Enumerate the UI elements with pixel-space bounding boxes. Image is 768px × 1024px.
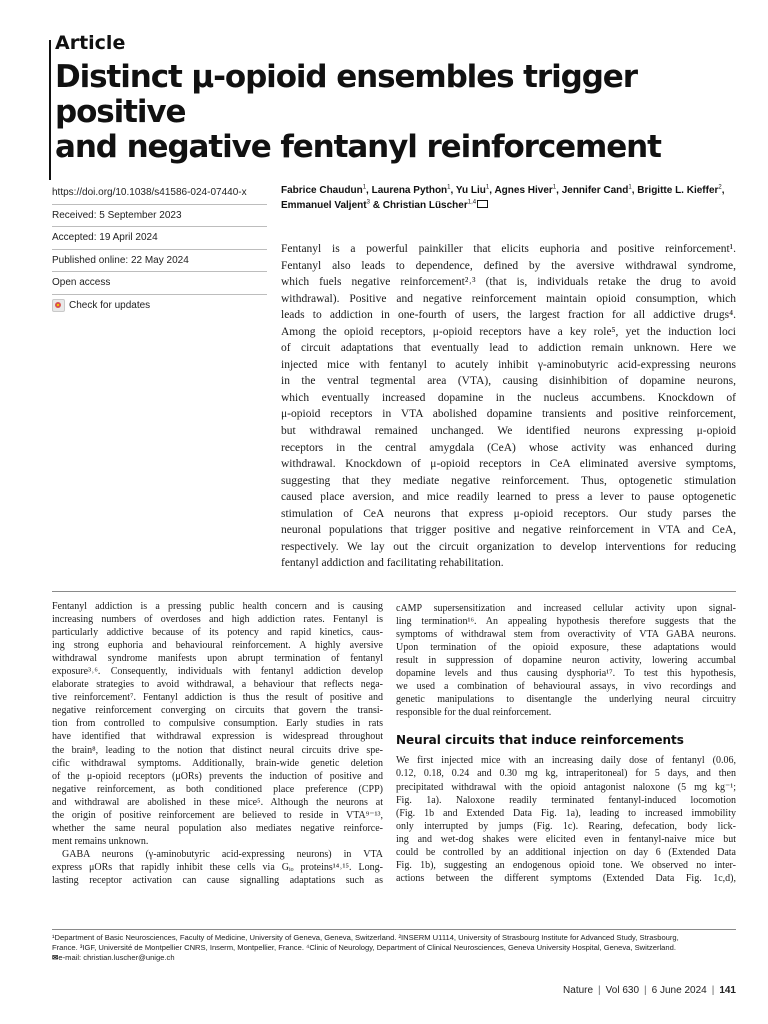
body-line: ing strong euphoria and behavioural reinforcement. A highly aversive (52, 640, 383, 652)
body-line: Fig. 1b), suggesting an endogenous opioid tone. We observed no inter- (396, 859, 736, 871)
author-affiliation: 1 (485, 184, 490, 191)
body-line: whether the same neural population also mediates negative reinforce- (52, 822, 383, 834)
author-name[interactable]: Fabrice Chaudun (281, 185, 363, 196)
abstract-line: leads to addiction in one-fourth of users, the largest fraction for all addictive drugs⁴. (281, 309, 736, 322)
abstract-line: of circuit adaptations that eventually lead to addiction remain unknown. Here we (281, 342, 736, 355)
abstract-line: stimulation of CeA neurons that express μ-opioid receptors. Our study parses the (281, 507, 736, 520)
body-line: the origin of positive reinforcement are believed to reside in VTA⁹⁻¹³, (52, 809, 383, 821)
abstract-line: respectively. We lay out the circuit organization to develop interventions for reducing (281, 540, 736, 553)
author-affiliation: 1 (628, 184, 632, 191)
body-line: tive reinforcement⁷. Fentanyl addiction is thus the result of positive and (52, 692, 383, 704)
open-access-label: Open access (52, 271, 267, 294)
abstract-divider (52, 591, 736, 592)
body-line: cific withdrawal symptoms. Additionally, brain-wide genetic deletion (52, 757, 383, 769)
body-line: have identified that withdrawal expression is widespread throughout (52, 731, 383, 743)
footnote-line: France. ³IGF, Université de Montpellier CNRS, Inserm, Montpellier, France. ⁴Clinic of Neurology, Department of Clinical Neurosciences, Geneva University Hospital, Geneva, Switzerland. (52, 943, 676, 953)
abstract-line: receptors in the central amygdala (CeA) whose activity was enhanced during (281, 441, 736, 454)
author-affiliation: 1 (362, 184, 367, 191)
body-line: genetic manipulations to disentangle the underlying neural circuitry (396, 694, 736, 706)
author-name[interactable]: Jennifer Cand (561, 185, 629, 196)
body-line: and withdrawal are abolished in these mice⁵. Although the neurons at (52, 796, 383, 808)
body-line: particularly addictive because of its potency and rapid kinetics, caus- (52, 627, 383, 639)
body-line: responsible for the dual reinforcement. (396, 707, 552, 719)
accepted-date: Accepted: 19 April 2024 (52, 226, 267, 249)
abstract-line: neuronal populations that trigger positive and negative reinforcement in VTA and CeA, (281, 524, 736, 537)
section-heading: Neural circuits that induce reinforcements (396, 733, 684, 748)
abstract-line: Among the opioid receptors, μ-opioid receptors have a key role⁵, yet the induction loci (281, 325, 736, 338)
article-vertical-rule (49, 40, 51, 180)
body-line: Fig. 1a). Naloxone readily terminated fentanyl-induced locomotion (396, 794, 736, 806)
journal-name: Nature (563, 985, 594, 996)
body-line: result in suppression of dopamine neuron activity, lowering accumbal (396, 655, 736, 667)
author-name[interactable]: Christian Lüscher (382, 199, 468, 211)
body-line: ing and wet-dog shakes were elicited even in fentanyl-naive mice but (396, 833, 736, 845)
abstract-line: but withdrawal remained unchanged. We identified neurons expressing μ-opioid (281, 425, 736, 438)
abstract-line: in the ventral tegmental area (VTA), causing disinhibition of dopamine neurons, (281, 375, 736, 388)
abstract-line: μ-opioid receptors in VTA abolished dopamine transients and positive reinforcement, (281, 408, 736, 421)
body-line: negative reinforcement, as both conditioned place preference (CPP) (52, 783, 383, 795)
journal-volume: Vol 630 (605, 985, 640, 996)
author-affiliation: 1,4 (467, 199, 477, 206)
abstract-line: suggesting that they mediate negative reinforcement. Thus, optogenetic stimulation (281, 474, 736, 487)
body-line: we used a combination of behavioural assays, in vivo recordings and (396, 681, 736, 693)
article-title (55, 60, 735, 165)
body-line: exposure³˒⁶. Consequently, individuals with fentanyl addiction develop (52, 666, 383, 678)
page-footer: Nature | Vol 630 | 6 June 2024 | 141 (563, 985, 736, 996)
abstract-line: withdrawal). Positive and negative reinforcement maintain opioid consumption, which (281, 292, 736, 305)
body-line: (Fig. 1b and Extended Data Fig. 1a), leading to increased immobility (396, 807, 736, 819)
check-for-updates-icon (52, 299, 65, 312)
body-line: Upon termination of the opioid exposure, these adaptations would (396, 642, 736, 654)
abstract-line: which fuels negative reinforcement²˒³ (that is, individuals retake the drug to avoid (281, 276, 736, 289)
abstract-line: injected mice with fentanyl to acutely inhibit γ-aminobutyric acid-expressing neurons (281, 358, 736, 371)
body-line: lasting receptor activation can cause signalling adaptations such as (52, 874, 383, 886)
author-name[interactable]: Laurena Python (371, 185, 448, 196)
abstract (281, 241, 736, 572)
author-name[interactable]: Yu Liu (455, 185, 486, 196)
article-type-label: Article (55, 32, 126, 54)
body-line: We first injected mice with an increasing daily dose of fentanyl (0.06, (396, 755, 736, 767)
author-affiliation: 1 (552, 184, 557, 191)
body-line: Fentanyl addiction is a pressing public health concern and is causing (52, 601, 383, 612)
body-line: increasing numbers of overdoses and high addiction rates. Fentanyl is (52, 614, 383, 626)
body-line: elaborate strategies to avoid withdrawal, a behaviour that reflects nega- (52, 679, 383, 691)
footnote-line: ¹Department of Basic Neurosciences, Faculty of Medicine, University of Geneva, Geneva, Switzerland. ²INSERM U1114, University of Strasbourg Institute for Advanced Study, Strasbourg, (52, 933, 679, 942)
body-line: dopamine levels and thus causing dysphoria¹⁷. To test this hypothesis, (396, 668, 736, 680)
author-name[interactable]: Agnes Hiver (494, 185, 553, 196)
page-number: 141 (719, 985, 736, 996)
abstract-line: Fentanyl also leads to dependence, defined by the aversive withdrawal syndrome, (281, 259, 736, 272)
doi-link[interactable]: https://doi.org/10.1038/s41586-024-07440-x (52, 187, 247, 198)
abstract-line: Fentanyl is a powerful painkiller that elicits euphoria and positive reinforcement¹. (281, 243, 736, 255)
body-line: GABA neurons (γ-aminobutyric acid-expressing neurons) in VTA (62, 848, 383, 860)
affiliations-footnote (52, 933, 736, 964)
author-list: Fabrice Chaudun$^1$, Laurena Python$^1$, Yu Liu$^1$, Agnes Hiver$^1$, Jennifer Cand$^1$, Brigitte L. Kieffer$^2$, Emmanuel Valjent$^3$ & Christian Lüscher$^{1,4}$ (281, 184, 725, 211)
body-line: only interrupted by jumps (Fig. 1c). Rearing, defecation, body lick- (396, 820, 736, 832)
author-name[interactable]: Brigitte L. Kieffer (637, 185, 719, 196)
email-icon: ✉ (52, 953, 59, 963)
title-line-1: Distinct μ-opioid ensembles trigger positive (55, 59, 637, 130)
received-date: Received: 5 September 2023 (52, 204, 267, 227)
body-line: 0.12, 0.18, 0.24 and 0.30 mg kg, intraperitoneal) for 5 days, and then (396, 768, 736, 780)
author-affiliation: 1 (447, 184, 451, 191)
body-line: express μORs that rapidly inhibit these cells via Gᵢₒ proteins¹⁴˒¹⁵. Long- (52, 861, 383, 873)
body-line: actions between the different symptoms (Extended Data Fig. 1c,d), (396, 872, 736, 884)
author-name[interactable]: Emmanuel Valjent (281, 199, 367, 211)
abstract-line: withdrawal. Knockdown of μ-opioid receptors in CeA eliminated aversive symptoms, (281, 458, 736, 471)
body-line: cAMP supersensitization and increased cellular activity upon signal- (396, 603, 736, 614)
body-line: the brain⁸, leading to the notion that distinct neural circuits drive spe- (52, 744, 383, 756)
email-icon[interactable] (477, 200, 488, 208)
body-line: precipitated withdrawal with the opioid antagonist naloxone (5 mg kg⁻¹; (396, 781, 736, 793)
title-line-2: and negative fentanyl reinforcement (55, 129, 661, 165)
body-line: symptoms of withdrawal stem from overactivity of VTA GABA neurons. (396, 629, 736, 641)
body-line: ment remains unknown. (52, 835, 149, 847)
body-line: ling termination¹⁶. An appealing hypothesis therefore suggests that the (396, 616, 736, 628)
author-affiliation: 3 (366, 199, 370, 206)
author-affiliation: 2 (718, 184, 722, 191)
body-line: of the μ-opioid receptors (μORs) prevents the induction of positive and (52, 770, 383, 782)
body-line: negative reinforcement converging on circuits that govern the transi- (52, 705, 383, 717)
footnote-divider (52, 929, 736, 930)
issue-date: 6 June 2024 (651, 985, 707, 996)
check-for-updates-link[interactable] (52, 294, 267, 317)
article-metadata (52, 182, 267, 316)
body-line: tion from controlled to compulsive consumption. Early studies in rats (52, 718, 383, 730)
abstract-line: fentanyl addiction and facilitating rehabilitation. (281, 557, 504, 570)
corresponding-email[interactable]: ✉e-mail: christian.luscher@unige.ch (52, 953, 175, 963)
body-line: withdrawal syndrome manifests upon abrupt termination of fentanyl (52, 653, 383, 665)
abstract-line: which eventually increased dopamine in the nucleus accumbens. Knockdown of (281, 391, 736, 404)
abstract-line: caused place aversion, and mice readily learned to press a lever to pause optogenetic (281, 491, 736, 504)
body-column-left (52, 600, 383, 887)
published-date: Published online: 22 May 2024 (52, 249, 267, 272)
body-column-right (396, 602, 736, 885)
body-line: could be controlled by an additional injection on day 6 (Extended Data (396, 846, 736, 858)
check-for-updates-label: Check for updates (69, 299, 151, 311)
